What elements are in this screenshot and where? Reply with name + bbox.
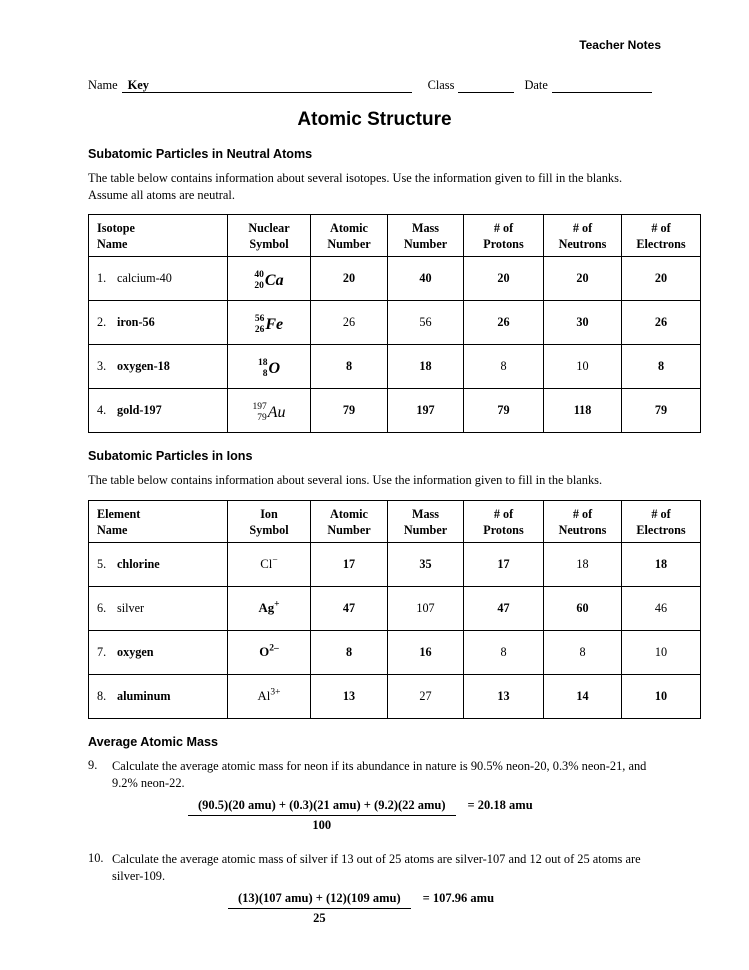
value-cell: 20 bbox=[464, 257, 544, 301]
column-header bbox=[622, 500, 701, 542]
column-header-line: # of bbox=[572, 221, 593, 236]
table-row bbox=[89, 257, 701, 301]
table-row bbox=[89, 674, 701, 718]
nuclear-symbol bbox=[254, 270, 283, 291]
class-label: Class bbox=[427, 78, 455, 92]
element-name: aluminum bbox=[117, 688, 171, 703]
fraction-numerator: (90.5)(20 amu) + (0.3)(21 amu) + (9.2)(22 amu) bbox=[188, 798, 456, 816]
ion-symbol bbox=[258, 601, 279, 615]
element-name: calcium-40 bbox=[117, 271, 172, 286]
value-cell: 8 bbox=[464, 630, 544, 674]
name-class-date-line bbox=[88, 78, 661, 93]
question-10-answer bbox=[228, 891, 661, 926]
column-header bbox=[311, 215, 388, 257]
section-heading-ions: Subatomic Particles in Ions bbox=[88, 449, 253, 464]
value-cell: 20 bbox=[544, 257, 622, 301]
date-blank bbox=[552, 78, 652, 93]
name-cell bbox=[89, 542, 228, 586]
value-cell: 8 bbox=[544, 630, 622, 674]
value-cell: 10 bbox=[622, 630, 701, 674]
table-row bbox=[89, 542, 701, 586]
ion-symbol bbox=[259, 645, 278, 659]
fraction-denominator: 100 bbox=[312, 817, 332, 832]
neutral-atoms-intro: The table below contains information about several isotopes. Use the information given to fill in the blanks. Assume all atoms are neutral. bbox=[88, 171, 623, 203]
nuclear-symbol bbox=[255, 314, 283, 335]
answer-result: = 107.96 amu bbox=[422, 891, 495, 906]
header-row bbox=[89, 500, 701, 542]
value-cell: 13 bbox=[311, 674, 388, 718]
value-cell: 118 bbox=[544, 389, 622, 433]
fraction-denominator: 25 bbox=[313, 911, 326, 926]
atomic-number-sub: 26 bbox=[254, 324, 265, 335]
ion-symbol-cell bbox=[228, 542, 311, 586]
value-cell: 79 bbox=[464, 389, 544, 433]
row-number: 2. bbox=[97, 315, 107, 330]
row-number: 5. bbox=[97, 556, 107, 571]
page-title: Atomic Structure bbox=[297, 109, 452, 130]
mass-atomic-stack bbox=[252, 402, 266, 423]
atomic-number-sub: 20 bbox=[254, 280, 264, 291]
value-cell: 8 bbox=[622, 345, 701, 389]
value-cell: 26 bbox=[622, 301, 701, 345]
element-symbol: Fe bbox=[265, 315, 284, 333]
column-header-line: Symbol bbox=[249, 237, 289, 252]
column-header-line: Element bbox=[97, 506, 141, 521]
ions-intro: The table below contains information about several ions. Use the information given to fill in the blanks. bbox=[88, 473, 603, 488]
value-cell: 18 bbox=[388, 345, 464, 389]
name-cell bbox=[89, 257, 228, 301]
column-header-line: Neutrons bbox=[558, 237, 607, 252]
value-cell: 79 bbox=[311, 389, 388, 433]
mass-number-super: 18 bbox=[257, 358, 268, 369]
atomic-number-sub: 79 bbox=[257, 412, 267, 423]
column-header-line: # of bbox=[493, 221, 514, 236]
table-row bbox=[89, 389, 701, 433]
date-label: Date bbox=[524, 78, 548, 92]
table-row bbox=[89, 345, 701, 389]
column-header-line: Isotope bbox=[97, 221, 135, 236]
column-header-line: # of bbox=[651, 221, 671, 236]
column-header-line: Mass bbox=[411, 221, 440, 236]
column-header-line: Symbol bbox=[249, 522, 289, 537]
mass-number-super: 40 bbox=[254, 270, 264, 281]
nuclear-symbol bbox=[252, 402, 285, 423]
column-header bbox=[228, 500, 311, 542]
column-header bbox=[544, 500, 622, 542]
question-9-text: Calculate the average atomic mass for neon if its abundance in nature is 90.5% neon-20, 0.3% neon-21, and 9.2% neon-22. bbox=[112, 758, 647, 790]
fraction bbox=[188, 798, 456, 833]
value-cell: 26 bbox=[464, 301, 544, 345]
value-cell: 18 bbox=[622, 542, 701, 586]
ion-symbol-cell bbox=[228, 630, 311, 674]
column-header-line: Name bbox=[97, 237, 128, 252]
nuclear-symbol-cell bbox=[228, 257, 311, 301]
question-10-text: Calculate the average atomic mass of silver if 13 out of 25 atoms are silver-107 and 12 out of 25 atoms are silver-109. bbox=[112, 851, 641, 884]
column-header-line: Nuclear bbox=[248, 221, 290, 236]
value-cell: 30 bbox=[544, 301, 622, 345]
mass-atomic-stack bbox=[255, 314, 265, 335]
element-symbol: Cl bbox=[260, 557, 273, 572]
column-header bbox=[544, 215, 622, 257]
name-cell bbox=[89, 674, 228, 718]
column-header bbox=[228, 215, 311, 257]
column-header-line: Name bbox=[97, 522, 128, 537]
mass-number-super: 56 bbox=[254, 314, 265, 325]
fraction-numerator: (13)(107 amu) + (12)(109 amu) bbox=[228, 891, 411, 909]
column-header-line: # of bbox=[651, 506, 671, 521]
value-cell: 56 bbox=[388, 301, 464, 345]
element-symbol: Ag bbox=[258, 601, 275, 616]
element-name: oxygen bbox=[117, 644, 154, 659]
name-blank bbox=[122, 78, 412, 93]
column-header-line: Mass bbox=[411, 506, 440, 521]
value-cell: 16 bbox=[388, 630, 464, 674]
row-number: 8. bbox=[97, 688, 107, 703]
value-cell: 197 bbox=[388, 389, 464, 433]
row-number: 6. bbox=[97, 600, 107, 615]
column-header bbox=[388, 500, 464, 542]
ion-symbol-cell bbox=[228, 586, 311, 630]
nuclear-symbol bbox=[258, 358, 280, 379]
value-cell: 40 bbox=[388, 257, 464, 301]
answer-result: = 20.18 amu bbox=[467, 797, 533, 812]
column-header bbox=[622, 215, 701, 257]
ion-charge: 2– bbox=[269, 644, 279, 655]
value-cell: 60 bbox=[544, 586, 622, 630]
column-header-line: Protons bbox=[483, 237, 524, 252]
row-number: 4. bbox=[97, 403, 107, 418]
value-cell: 107 bbox=[388, 586, 464, 630]
column-header-line: # of bbox=[493, 506, 514, 521]
row-number: 1. bbox=[97, 271, 107, 286]
value-cell: 47 bbox=[311, 586, 388, 630]
column-header bbox=[89, 500, 228, 542]
question-10 bbox=[88, 851, 661, 885]
mass-number-super: 197 bbox=[252, 402, 267, 413]
value-cell: 8 bbox=[311, 345, 388, 389]
table-row bbox=[89, 301, 701, 345]
ion-symbol bbox=[260, 557, 277, 571]
question-9-answer bbox=[188, 798, 661, 833]
column-header-line: Number bbox=[327, 522, 371, 537]
column-header-line: Number bbox=[327, 237, 371, 252]
teacher-notes-label: Teacher Notes bbox=[579, 38, 661, 52]
column-header-line: Atomic bbox=[330, 221, 368, 236]
column-header bbox=[464, 215, 544, 257]
header-row bbox=[89, 215, 701, 257]
value-cell: 47 bbox=[464, 586, 544, 630]
class-blank bbox=[458, 78, 514, 93]
name-cell bbox=[89, 345, 228, 389]
value-cell: 17 bbox=[311, 542, 388, 586]
ion-charge: − bbox=[272, 556, 278, 567]
section-heading-neutral-atoms: Subatomic Particles in Neutral Atoms bbox=[88, 147, 313, 161]
element-symbol: O bbox=[259, 645, 270, 660]
ion-symbol-cell bbox=[228, 674, 311, 718]
element-symbol: Au bbox=[267, 403, 286, 421]
nuclear-symbol-cell bbox=[228, 389, 311, 433]
element-name: chlorine bbox=[117, 556, 160, 571]
fraction bbox=[228, 891, 411, 926]
element-name: gold-197 bbox=[117, 403, 162, 418]
value-cell: 35 bbox=[388, 542, 464, 586]
column-header bbox=[464, 500, 544, 542]
atomic-number-sub: 8 bbox=[262, 368, 268, 379]
value-cell: 10 bbox=[544, 345, 622, 389]
column-header-line: Atomic bbox=[330, 506, 368, 521]
ion-charge: + bbox=[274, 600, 280, 611]
element-symbol: Ca bbox=[264, 271, 284, 289]
column-header bbox=[89, 215, 228, 257]
column-header-line: # of bbox=[572, 506, 593, 521]
name-label: Name bbox=[88, 78, 118, 92]
element-name: oxygen-18 bbox=[117, 359, 170, 374]
value-cell: 46 bbox=[622, 586, 701, 630]
value-cell: 18 bbox=[544, 542, 622, 586]
row-number: 3. bbox=[97, 359, 107, 374]
section-heading-average-mass: Average Atomic Mass bbox=[88, 734, 218, 749]
column-header-line: Number bbox=[403, 522, 448, 537]
name-cell bbox=[89, 389, 228, 433]
column-header bbox=[388, 215, 464, 257]
value-cell: 13 bbox=[464, 674, 544, 718]
column-header-line: Number bbox=[403, 237, 448, 252]
value-cell: 79 bbox=[622, 389, 701, 433]
column-header-line: Neutrons bbox=[558, 522, 607, 537]
neutral-atoms-table bbox=[88, 214, 701, 433]
mass-atomic-stack bbox=[254, 270, 264, 291]
question-10-number: 10. bbox=[88, 850, 104, 865]
value-cell: 8 bbox=[464, 345, 544, 389]
column-header-line: Electrons bbox=[636, 522, 686, 537]
name-cell bbox=[89, 301, 228, 345]
value-cell: 10 bbox=[622, 674, 701, 718]
ion-charge: 3+ bbox=[270, 688, 281, 699]
mass-atomic-stack bbox=[258, 358, 268, 379]
column-header-line: Ion bbox=[260, 506, 278, 521]
question-9-number: 9. bbox=[88, 757, 98, 772]
value-cell: 8 bbox=[311, 630, 388, 674]
value-cell: 20 bbox=[622, 257, 701, 301]
value-cell: 26 bbox=[311, 301, 388, 345]
name-value: Key bbox=[127, 78, 149, 92]
ion-symbol bbox=[258, 689, 281, 703]
table-row bbox=[89, 630, 701, 674]
name-cell bbox=[89, 586, 228, 630]
value-cell: 27 bbox=[388, 674, 464, 718]
element-symbol: O bbox=[268, 359, 281, 377]
column-header bbox=[311, 500, 388, 542]
row-number: 7. bbox=[97, 644, 107, 659]
column-header-line: Electrons bbox=[636, 237, 686, 252]
element-symbol: Al bbox=[257, 689, 271, 704]
table-row bbox=[89, 586, 701, 630]
element-name: iron-56 bbox=[117, 315, 155, 330]
element-name: silver bbox=[117, 600, 145, 615]
value-cell: 17 bbox=[464, 542, 544, 586]
nuclear-symbol-cell bbox=[228, 301, 311, 345]
value-cell: 20 bbox=[311, 257, 388, 301]
question-9 bbox=[88, 758, 661, 792]
column-header-line: Protons bbox=[483, 522, 524, 537]
value-cell: 14 bbox=[544, 674, 622, 718]
name-cell bbox=[89, 630, 228, 674]
ions-table bbox=[88, 500, 701, 719]
nuclear-symbol-cell bbox=[228, 345, 311, 389]
